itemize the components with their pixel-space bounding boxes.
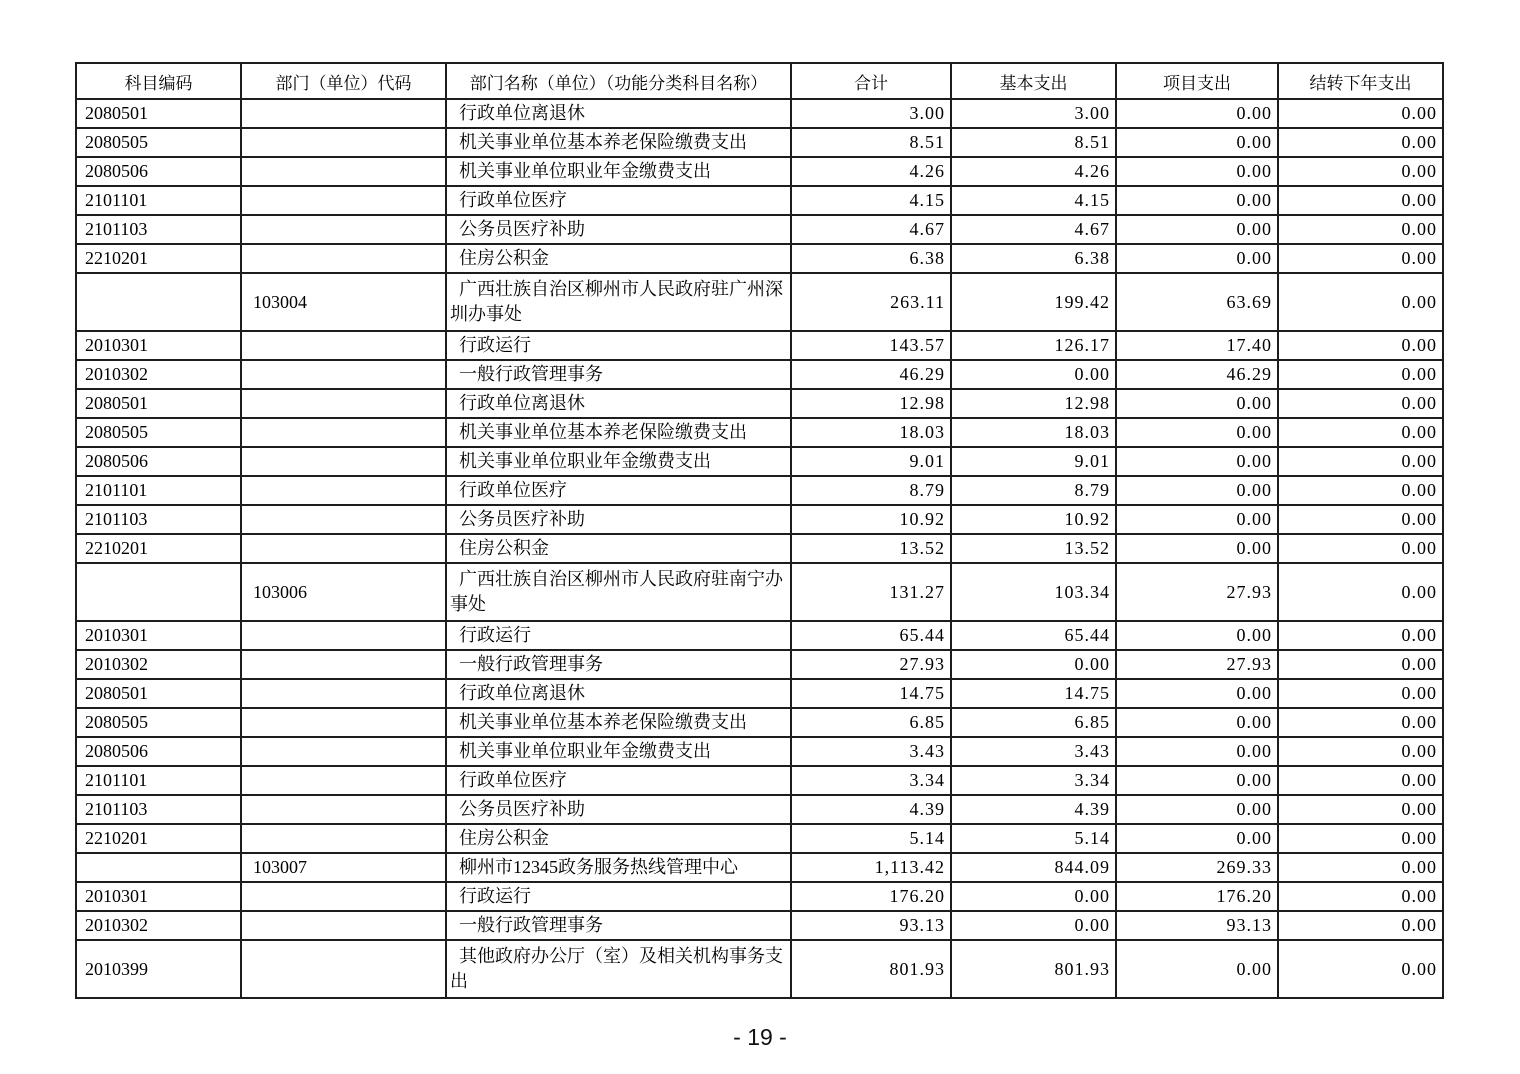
cell-total: 4.26 <box>791 157 951 186</box>
cell-basic-expenditure: 103.34 <box>951 563 1116 621</box>
cell-subject-code: 2010302 <box>76 911 241 940</box>
cell-total: 3.34 <box>791 766 951 795</box>
cell-dept-code <box>241 99 446 128</box>
cell-total: 176.20 <box>791 882 951 911</box>
cell-carryover-expenditure: 0.00 <box>1278 418 1443 447</box>
cell-basic-expenditure: 12.98 <box>951 389 1116 418</box>
cell-carryover-expenditure: 0.00 <box>1278 447 1443 476</box>
column-header-subject-code: 科目编码 <box>76 63 241 99</box>
cell-project-expenditure: 27.93 <box>1116 650 1278 679</box>
cell-dept-name: 行政单位医疗 <box>446 476 791 505</box>
cell-project-expenditure: 17.40 <box>1116 331 1278 360</box>
cell-dept-code <box>241 911 446 940</box>
cell-dept-name: 机关事业单位基本养老保险缴费支出 <box>446 708 791 737</box>
cell-carryover-expenditure: 0.00 <box>1278 766 1443 795</box>
table-row <box>76 650 1443 679</box>
cell-basic-expenditure: 3.43 <box>951 737 1116 766</box>
cell-dept-code <box>241 534 446 563</box>
cell-dept-name: 机关事业单位职业年金缴费支出 <box>446 737 791 766</box>
cell-carryover-expenditure: 0.00 <box>1278 157 1443 186</box>
cell-dept-name: 其他政府办公厅（室）及相关机构事务支出 <box>446 940 791 998</box>
cell-total: 6.85 <box>791 708 951 737</box>
cell-dept-code <box>241 186 446 215</box>
cell-carryover-expenditure: 0.00 <box>1278 940 1443 998</box>
cell-total: 131.27 <box>791 563 951 621</box>
cell-basic-expenditure: 6.85 <box>951 708 1116 737</box>
cell-project-expenditure: 27.93 <box>1116 563 1278 621</box>
cell-dept-code <box>241 476 446 505</box>
cell-project-expenditure: 0.00 <box>1116 940 1278 998</box>
cell-project-expenditure: 0.00 <box>1116 128 1278 157</box>
cell-total: 10.92 <box>791 505 951 534</box>
cell-carryover-expenditure: 0.00 <box>1278 244 1443 273</box>
cell-dept-code <box>241 447 446 476</box>
cell-subject-code: 2010301 <box>76 621 241 650</box>
page-number: - 19 - <box>733 1024 787 1050</box>
cell-project-expenditure: 0.00 <box>1116 99 1278 128</box>
table-header <box>76 63 1443 99</box>
cell-project-expenditure: 63.69 <box>1116 273 1278 331</box>
cell-carryover-expenditure: 0.00 <box>1278 389 1443 418</box>
cell-dept-name: 机关事业单位基本养老保险缴费支出 <box>446 128 791 157</box>
cell-subject-code: 2101103 <box>76 505 241 534</box>
cell-carryover-expenditure: 0.00 <box>1278 650 1443 679</box>
cell-subject-code: 2210201 <box>76 824 241 853</box>
table-row <box>76 128 1443 157</box>
cell-total: 4.39 <box>791 795 951 824</box>
cell-carryover-expenditure: 0.00 <box>1278 563 1443 621</box>
cell-dept-code: 103004 <box>241 273 446 331</box>
cell-subject-code: 2101101 <box>76 766 241 795</box>
table-row <box>76 215 1443 244</box>
cell-project-expenditure: 0.00 <box>1116 679 1278 708</box>
table-row <box>76 708 1443 737</box>
table-row <box>76 447 1443 476</box>
cell-project-expenditure: 0.00 <box>1116 766 1278 795</box>
header-row <box>76 63 1443 99</box>
cell-project-expenditure: 0.00 <box>1116 157 1278 186</box>
cell-total: 18.03 <box>791 418 951 447</box>
table-body <box>76 99 1443 998</box>
table-row <box>76 157 1443 186</box>
cell-subject-code: 2010302 <box>76 650 241 679</box>
cell-carryover-expenditure: 0.00 <box>1278 476 1443 505</box>
cell-carryover-expenditure: 0.00 <box>1278 853 1443 882</box>
cell-dept-code <box>241 795 446 824</box>
cell-dept-name: 行政单位医疗 <box>446 186 791 215</box>
cell-dept-name: 机关事业单位职业年金缴费支出 <box>446 157 791 186</box>
table-row <box>76 389 1443 418</box>
cell-dept-code <box>241 244 446 273</box>
cell-project-expenditure: 0.00 <box>1116 621 1278 650</box>
table-row <box>76 911 1443 940</box>
cell-carryover-expenditure: 0.00 <box>1278 708 1443 737</box>
cell-dept-name: 机关事业单位基本养老保险缴费支出 <box>446 418 791 447</box>
cell-carryover-expenditure: 0.00 <box>1278 99 1443 128</box>
cell-total: 13.52 <box>791 534 951 563</box>
cell-basic-expenditure: 199.42 <box>951 273 1116 331</box>
cell-project-expenditure: 46.29 <box>1116 360 1278 389</box>
cell-basic-expenditure: 5.14 <box>951 824 1116 853</box>
cell-dept-code <box>241 708 446 737</box>
cell-carryover-expenditure: 0.00 <box>1278 911 1443 940</box>
cell-project-expenditure: 0.00 <box>1116 824 1278 853</box>
cell-basic-expenditure: 8.51 <box>951 128 1116 157</box>
cell-carryover-expenditure: 0.00 <box>1278 186 1443 215</box>
cell-subject-code: 2101101 <box>76 186 241 215</box>
cell-basic-expenditure: 13.52 <box>951 534 1116 563</box>
cell-dept-code <box>241 389 446 418</box>
cell-subject-code: 2080501 <box>76 99 241 128</box>
cell-total: 143.57 <box>791 331 951 360</box>
cell-project-expenditure: 0.00 <box>1116 215 1278 244</box>
table-row <box>76 476 1443 505</box>
cell-total: 3.43 <box>791 737 951 766</box>
cell-project-expenditure: 0.00 <box>1116 505 1278 534</box>
cell-dept-name: 行政单位医疗 <box>446 766 791 795</box>
cell-total: 9.01 <box>791 447 951 476</box>
cell-basic-expenditure: 65.44 <box>951 621 1116 650</box>
cell-basic-expenditure: 18.03 <box>951 418 1116 447</box>
cell-dept-name: 行政单位离退休 <box>446 389 791 418</box>
cell-dept-name: 一般行政管理事务 <box>446 360 791 389</box>
column-header-carryover-expenditure: 结转下年支出 <box>1278 63 1443 99</box>
cell-dept-code <box>241 331 446 360</box>
cell-project-expenditure: 0.00 <box>1116 737 1278 766</box>
cell-carryover-expenditure: 0.00 <box>1278 534 1443 563</box>
cell-subject-code: 2080501 <box>76 679 241 708</box>
cell-carryover-expenditure: 0.00 <box>1278 824 1443 853</box>
budget-table <box>75 62 1444 999</box>
cell-subject-code: 2080506 <box>76 737 241 766</box>
cell-dept-code <box>241 650 446 679</box>
cell-dept-name: 机关事业单位职业年金缴费支出 <box>446 447 791 476</box>
cell-total: 46.29 <box>791 360 951 389</box>
cell-carryover-expenditure: 0.00 <box>1278 215 1443 244</box>
cell-project-expenditure: 0.00 <box>1116 244 1278 273</box>
cell-dept-code <box>241 679 446 708</box>
cell-total: 1,113.42 <box>791 853 951 882</box>
cell-carryover-expenditure: 0.00 <box>1278 679 1443 708</box>
cell-basic-expenditure: 4.67 <box>951 215 1116 244</box>
cell-carryover-expenditure: 0.00 <box>1278 505 1443 534</box>
cell-dept-name: 一般行政管理事务 <box>446 650 791 679</box>
cell-dept-name: 一般行政管理事务 <box>446 911 791 940</box>
cell-subject-code: 2101101 <box>76 476 241 505</box>
cell-dept-code <box>241 621 446 650</box>
table-row <box>76 534 1443 563</box>
cell-dept-code <box>241 766 446 795</box>
cell-carryover-expenditure: 0.00 <box>1278 795 1443 824</box>
cell-subject-code: 2101103 <box>76 795 241 824</box>
cell-subject-code: 2080505 <box>76 418 241 447</box>
cell-carryover-expenditure: 0.00 <box>1278 621 1443 650</box>
cell-project-expenditure: 176.20 <box>1116 882 1278 911</box>
cell-basic-expenditure: 0.00 <box>951 882 1116 911</box>
cell-basic-expenditure: 4.39 <box>951 795 1116 824</box>
cell-subject-code: 2101103 <box>76 215 241 244</box>
cell-project-expenditure: 269.33 <box>1116 853 1278 882</box>
cell-dept-code <box>241 418 446 447</box>
cell-dept-name: 行政运行 <box>446 621 791 650</box>
table-row <box>76 679 1443 708</box>
cell-project-expenditure: 0.00 <box>1116 447 1278 476</box>
cell-dept-code <box>241 128 446 157</box>
cell-basic-expenditure: 126.17 <box>951 331 1116 360</box>
cell-project-expenditure: 0.00 <box>1116 476 1278 505</box>
cell-subject-code: 2010399 <box>76 940 241 998</box>
cell-total: 801.93 <box>791 940 951 998</box>
cell-total: 93.13 <box>791 911 951 940</box>
table-row <box>76 331 1443 360</box>
cell-dept-name: 广西壮族自治区柳州市人民政府驻广州深圳办事处 <box>446 273 791 331</box>
cell-basic-expenditure: 844.09 <box>951 853 1116 882</box>
cell-subject-code <box>76 273 241 331</box>
cell-total: 263.11 <box>791 273 951 331</box>
column-header-basic-expenditure: 基本支出 <box>951 63 1116 99</box>
cell-total: 5.14 <box>791 824 951 853</box>
cell-dept-code <box>241 737 446 766</box>
table-row <box>76 795 1443 824</box>
table-row <box>76 853 1443 882</box>
column-header-dept-name: 部门名称（单位）（功能分类科目名称） <box>446 63 791 99</box>
cell-total: 4.67 <box>791 215 951 244</box>
table-row <box>76 563 1443 621</box>
cell-basic-expenditure: 9.01 <box>951 447 1116 476</box>
cell-dept-code <box>241 882 446 911</box>
cell-subject-code <box>76 853 241 882</box>
cell-basic-expenditure: 8.79 <box>951 476 1116 505</box>
cell-basic-expenditure: 0.00 <box>951 360 1116 389</box>
cell-subject-code: 2080506 <box>76 157 241 186</box>
cell-basic-expenditure: 0.00 <box>951 911 1116 940</box>
cell-basic-expenditure: 6.38 <box>951 244 1116 273</box>
cell-dept-name: 公务员医疗补助 <box>446 795 791 824</box>
cell-total: 27.93 <box>791 650 951 679</box>
cell-dept-name: 行政单位离退休 <box>446 679 791 708</box>
table-row <box>76 737 1443 766</box>
cell-dept-code <box>241 157 446 186</box>
table-row <box>76 99 1443 128</box>
table-row <box>76 824 1443 853</box>
table-row <box>76 244 1443 273</box>
cell-dept-code <box>241 215 446 244</box>
cell-total: 6.38 <box>791 244 951 273</box>
table-row <box>76 273 1443 331</box>
cell-total: 14.75 <box>791 679 951 708</box>
cell-dept-code: 103006 <box>241 563 446 621</box>
cell-project-expenditure: 0.00 <box>1116 534 1278 563</box>
cell-project-expenditure: 0.00 <box>1116 418 1278 447</box>
cell-basic-expenditure: 4.15 <box>951 186 1116 215</box>
cell-subject-code: 2010301 <box>76 882 241 911</box>
cell-basic-expenditure: 4.26 <box>951 157 1116 186</box>
cell-total: 8.79 <box>791 476 951 505</box>
cell-dept-name: 住房公积金 <box>446 824 791 853</box>
cell-carryover-expenditure: 0.00 <box>1278 360 1443 389</box>
cell-basic-expenditure: 14.75 <box>951 679 1116 708</box>
cell-basic-expenditure: 3.34 <box>951 766 1116 795</box>
cell-total: 8.51 <box>791 128 951 157</box>
cell-subject-code: 2080505 <box>76 708 241 737</box>
cell-carryover-expenditure: 0.00 <box>1278 273 1443 331</box>
table-row <box>76 882 1443 911</box>
table-row <box>76 186 1443 215</box>
cell-subject-code: 2010302 <box>76 360 241 389</box>
column-header-dept-code: 部门（单位）代码 <box>241 63 446 99</box>
cell-subject-code: 2080505 <box>76 128 241 157</box>
cell-carryover-expenditure: 0.00 <box>1278 882 1443 911</box>
cell-dept-name: 行政运行 <box>446 331 791 360</box>
cell-total: 12.98 <box>791 389 951 418</box>
cell-carryover-expenditure: 0.00 <box>1278 128 1443 157</box>
cell-dept-code <box>241 824 446 853</box>
cell-project-expenditure: 93.13 <box>1116 911 1278 940</box>
cell-subject-code: 2210201 <box>76 534 241 563</box>
cell-carryover-expenditure: 0.00 <box>1278 331 1443 360</box>
cell-total: 65.44 <box>791 621 951 650</box>
table-row <box>76 766 1443 795</box>
cell-basic-expenditure: 10.92 <box>951 505 1116 534</box>
cell-dept-name: 公务员医疗补助 <box>446 215 791 244</box>
cell-project-expenditure: 0.00 <box>1116 795 1278 824</box>
cell-dept-code <box>241 940 446 998</box>
cell-subject-code: 2080501 <box>76 389 241 418</box>
cell-dept-code <box>241 360 446 389</box>
table-row <box>76 360 1443 389</box>
cell-dept-name: 行政单位离退休 <box>446 99 791 128</box>
cell-project-expenditure: 0.00 <box>1116 389 1278 418</box>
table-row <box>76 940 1443 998</box>
cell-total: 3.00 <box>791 99 951 128</box>
cell-dept-code: 103007 <box>241 853 446 882</box>
cell-total: 4.15 <box>791 186 951 215</box>
cell-basic-expenditure: 801.93 <box>951 940 1116 998</box>
cell-project-expenditure: 0.00 <box>1116 708 1278 737</box>
column-header-total: 合计 <box>791 63 951 99</box>
cell-dept-code <box>241 505 446 534</box>
cell-project-expenditure: 0.00 <box>1116 186 1278 215</box>
table-row <box>76 505 1443 534</box>
table-row <box>76 621 1443 650</box>
cell-dept-name: 公务员医疗补助 <box>446 505 791 534</box>
cell-dept-name: 行政运行 <box>446 882 791 911</box>
cell-dept-name: 广西壮族自治区柳州市人民政府驻南宁办事处 <box>446 563 791 621</box>
cell-carryover-expenditure: 0.00 <box>1278 737 1443 766</box>
cell-subject-code: 2080506 <box>76 447 241 476</box>
cell-dept-name: 柳州市12345政务服务热线管理中心 <box>446 853 791 882</box>
table-row <box>76 418 1443 447</box>
cell-subject-code: 2210201 <box>76 244 241 273</box>
cell-basic-expenditure: 3.00 <box>951 99 1116 128</box>
column-header-project-expenditure: 项目支出 <box>1116 63 1278 99</box>
cell-dept-name: 住房公积金 <box>446 244 791 273</box>
cell-subject-code: 2010301 <box>76 331 241 360</box>
cell-basic-expenditure: 0.00 <box>951 650 1116 679</box>
cell-dept-name: 住房公积金 <box>446 534 791 563</box>
cell-subject-code <box>76 563 241 621</box>
